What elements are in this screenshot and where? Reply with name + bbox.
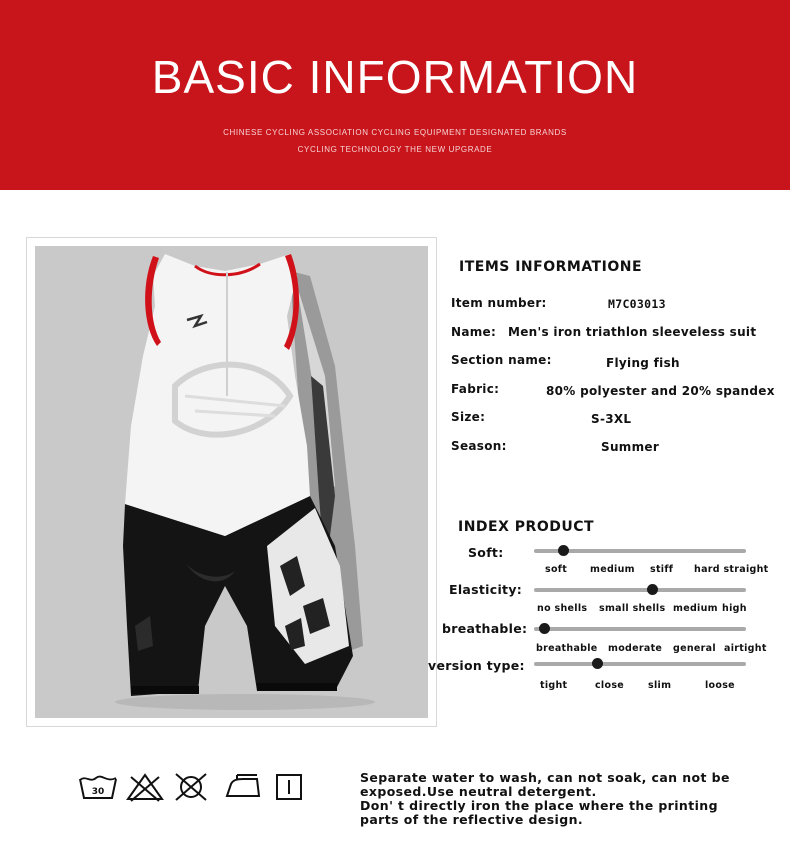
version-type-scale-track — [534, 662, 746, 666]
breathable-option: general — [673, 643, 716, 654]
version-type-option: close — [595, 680, 625, 691]
breathable-label: breathable: — [442, 621, 528, 636]
triathlon-suit-illustration — [35, 246, 428, 718]
breathable-option: moderate — [608, 643, 663, 654]
fabric-label: Fabric: — [451, 382, 500, 396]
version-type-option: tight — [540, 680, 568, 691]
soft-option: stiff — [650, 564, 674, 575]
care-instruction-line: exposed.Use neutral detergent. — [360, 784, 597, 799]
soft-option: medium — [590, 564, 635, 575]
size-label: Size: — [451, 410, 486, 424]
svg-text:30: 30 — [91, 787, 105, 797]
season-value: Summer — [601, 440, 660, 454]
size-value: S-3XL — [591, 412, 632, 426]
banner-subtitle-line2: CYCLING TECHNOLOGY THE NEW UPGRADE — [297, 145, 493, 154]
version-type-scale-marker — [592, 658, 603, 669]
elasticity-option: medium — [673, 603, 718, 614]
section-name-label: Section name: — [451, 353, 552, 367]
soft-option: hard straight — [694, 564, 769, 575]
item-number-value: M7C03013 — [608, 297, 666, 311]
product-image — [35, 246, 428, 718]
breathable-scale-marker — [539, 623, 550, 634]
section-name-value: Flying fish — [606, 356, 680, 370]
soft-option: soft — [545, 564, 568, 575]
soft-label: Soft: — [468, 545, 504, 560]
elasticity-label: Elasticity: — [449, 582, 523, 597]
header-banner — [0, 0, 790, 190]
item-number-label: Item number: — [451, 296, 547, 310]
line-dry-icon — [274, 772, 304, 806]
care-instruction-line: Separate water to wash, can not soak, can not be — [360, 770, 730, 785]
iron-icon — [223, 772, 263, 806]
index-product-title: INDEX PRODUCT — [458, 519, 595, 535]
product-image-frame — [26, 237, 437, 727]
no-bleach-icon — [125, 772, 165, 806]
elasticity-scale-track — [534, 588, 746, 592]
wash-30-icon — [77, 772, 119, 806]
banner-subtitle-line1: CHINESE CYCLING ASSOCIATION CYCLING EQUIPMENT DESIGNATED BRANDS — [223, 128, 567, 137]
elasticity-option: no shells — [537, 603, 588, 614]
elasticity-option: small shells — [599, 603, 666, 614]
version-type-label: version type: — [428, 658, 525, 673]
care-instruction-line: parts of the reflective design. — [360, 812, 584, 827]
items-info-title: ITEMS INFORMATIONE — [459, 259, 643, 275]
no-tumble-dry-icon — [172, 772, 210, 806]
breathable-scale-track — [534, 627, 746, 631]
breathable-option: airtight — [724, 643, 767, 654]
soft-scale-marker — [558, 545, 569, 556]
banner-title: BASIC INFORMATION — [151, 51, 639, 103]
version-type-option: loose — [705, 680, 735, 691]
season-label: Season: — [451, 439, 507, 453]
name-value: Men's iron triathlon sleeveless suit — [508, 325, 757, 339]
fabric-value: 80% polyester and 20% spandex — [546, 384, 775, 398]
elasticity-option: high — [722, 603, 747, 614]
name-label: Name: — [451, 325, 497, 339]
version-type-option: slim — [648, 680, 672, 691]
care-instruction-line: Don' t directly iron the place where the printing — [360, 798, 718, 813]
elasticity-scale-marker — [647, 584, 658, 595]
breathable-option: breathable — [536, 643, 598, 654]
